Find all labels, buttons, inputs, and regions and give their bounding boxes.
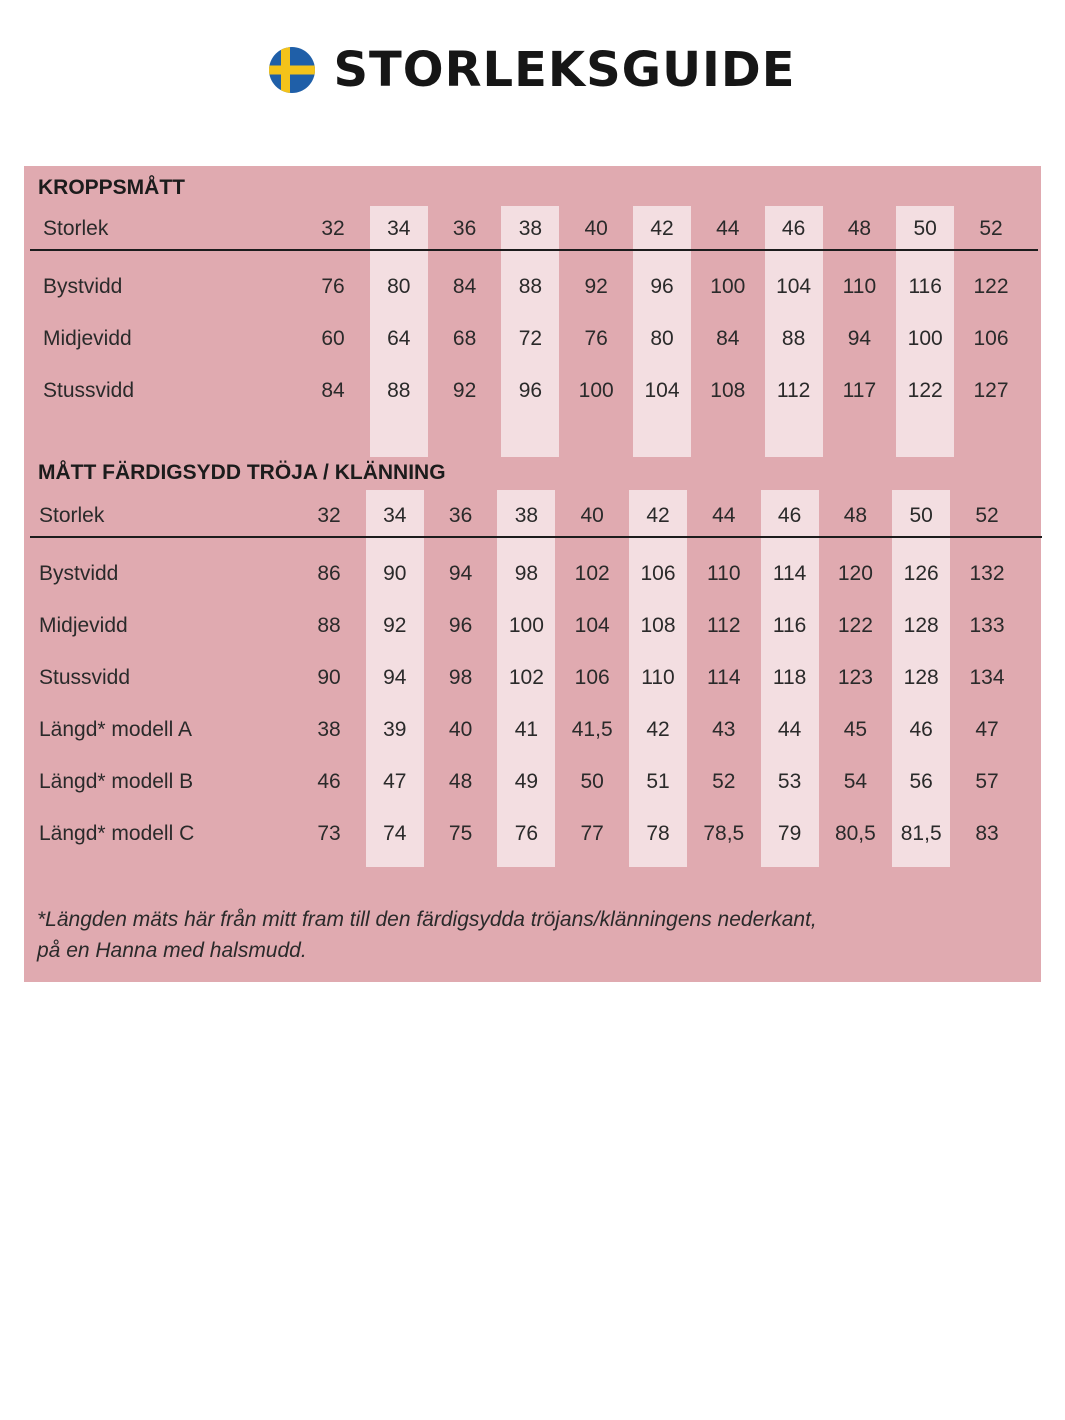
- size-header-cell: 50: [913, 217, 937, 240]
- header-label: Storlek: [43, 217, 109, 240]
- row-label: Längd* modell B: [39, 770, 194, 793]
- size-header-cell: 42: [646, 504, 670, 527]
- sweden-flag-icon: [269, 47, 315, 93]
- value-cell: 92: [584, 275, 608, 298]
- value-cell: 96: [650, 275, 674, 298]
- size-header-cell: 46: [781, 217, 806, 240]
- value-cell: 78,5: [703, 822, 745, 845]
- value-cell: 100: [907, 327, 943, 350]
- value-cell: 80: [387, 275, 411, 298]
- footnote: [37, 904, 997, 966]
- table-row: [39, 704, 1029, 756]
- row-label: Längd* modell C: [39, 822, 195, 845]
- value-cell: 54: [843, 770, 868, 793]
- row-label: Midjevidd: [43, 327, 132, 350]
- value-cell: 106: [973, 327, 1009, 350]
- value-cell: 88: [387, 379, 411, 402]
- size-header-cell: 38: [518, 217, 543, 240]
- value-cell: 88: [781, 327, 806, 350]
- page-header: [0, 38, 1065, 102]
- value-cell: 96: [518, 379, 543, 402]
- table-header-row: [43, 203, 1033, 255]
- value-cell: 90: [317, 666, 341, 689]
- value-cell: 98: [514, 562, 539, 585]
- table-row: [39, 756, 1029, 808]
- value-cell: 118: [772, 666, 807, 689]
- value-cell: 110: [842, 275, 877, 298]
- header-label: Storlek: [39, 504, 105, 527]
- value-cell: 98: [448, 666, 473, 689]
- value-cell: 122: [837, 614, 873, 637]
- value-cell: 76: [584, 327, 608, 350]
- value-cell: 88: [317, 614, 341, 637]
- value-cell: 128: [903, 666, 939, 689]
- table-row: [43, 365, 1033, 417]
- table-row: [43, 261, 1033, 313]
- value-cell: 114: [772, 562, 807, 585]
- value-cell: 110: [641, 666, 675, 689]
- value-cell: 100: [710, 275, 746, 298]
- table-row: [39, 548, 1029, 600]
- value-cell: 76: [321, 275, 345, 298]
- section-title: KROPPSMÅTT: [38, 176, 185, 199]
- value-cell: 73: [317, 822, 341, 845]
- table-row: [39, 652, 1029, 704]
- row-label: Midjevidd: [39, 614, 128, 637]
- value-cell: 41,5: [571, 718, 613, 741]
- value-cell: 84: [716, 327, 740, 350]
- value-cell: 39: [383, 718, 407, 741]
- size-header-cell: 50: [909, 504, 933, 527]
- row-label: Bystvidd: [39, 562, 119, 585]
- page-title: STORLEKSGUIDE: [333, 42, 796, 98]
- size-header-cell: 48: [843, 504, 868, 527]
- value-cell: 79: [777, 822, 802, 845]
- value-cell: 94: [383, 666, 407, 689]
- value-cell: 57: [975, 770, 999, 793]
- value-cell: 92: [383, 614, 407, 637]
- section-title: MÅTT FÄRDIGSYDD TRÖJA / KLÄNNING: [38, 461, 446, 484]
- value-cell: 47: [975, 718, 999, 741]
- value-cell: 108: [640, 614, 676, 637]
- value-cell: 134: [969, 666, 1005, 689]
- value-cell: 46: [909, 718, 933, 741]
- value-cell: 47: [383, 770, 407, 793]
- value-cell: 88: [518, 275, 543, 298]
- value-cell: 90: [383, 562, 407, 585]
- value-cell: 126: [903, 562, 939, 585]
- footnote-line-1: *Längden mäts här från mitt fram till den färdigsydda tröjans/klänningens nederkant,: [37, 908, 817, 931]
- size-header-cell: 44: [716, 217, 740, 240]
- value-cell: 133: [969, 614, 1005, 637]
- value-cell: 46: [317, 770, 341, 793]
- value-cell: 108: [710, 379, 746, 402]
- table-header-row: [39, 490, 1029, 542]
- value-cell: 40: [448, 718, 473, 741]
- value-cell: 110: [707, 562, 741, 585]
- value-cell: 106: [574, 666, 610, 689]
- size-header-cell: 36: [452, 217, 477, 240]
- size-header-cell: 42: [650, 217, 674, 240]
- value-cell: 116: [772, 614, 807, 637]
- value-cell: 104: [776, 275, 812, 298]
- row-label: Stussvidd: [43, 379, 135, 402]
- value-cell: 120: [837, 562, 873, 585]
- header-rule: [30, 249, 1038, 251]
- value-cell: 117: [842, 379, 877, 402]
- size-header-cell: 32: [321, 217, 345, 240]
- size-header-cell: 38: [514, 504, 539, 527]
- value-cell: 68: [452, 327, 477, 350]
- value-cell: 86: [317, 562, 341, 585]
- value-cell: 100: [578, 379, 614, 402]
- value-cell: 60: [321, 327, 345, 350]
- size-header-cell: 52: [975, 504, 999, 527]
- value-cell: 48: [448, 770, 473, 793]
- value-cell: 122: [907, 379, 943, 402]
- value-cell: 56: [909, 770, 933, 793]
- value-cell: 116: [908, 275, 942, 298]
- table-row: [39, 600, 1029, 652]
- size-header-cell: 34: [387, 217, 411, 240]
- value-cell: 100: [508, 614, 544, 637]
- value-cell: 102: [508, 666, 544, 689]
- value-cell: 64: [387, 327, 411, 350]
- value-cell: 77: [580, 822, 604, 845]
- table-row: [39, 808, 1029, 860]
- value-cell: 72: [518, 327, 543, 350]
- value-cell: 78: [646, 822, 670, 845]
- value-cell: 41: [514, 718, 539, 741]
- value-cell: 49: [514, 770, 539, 793]
- size-header-cell: 36: [448, 504, 473, 527]
- value-cell: 83: [975, 822, 999, 845]
- value-cell: 75: [448, 822, 473, 845]
- value-cell: 76: [514, 822, 539, 845]
- size-header-cell: 44: [712, 504, 736, 527]
- row-label: Längd* modell A: [39, 718, 192, 741]
- value-cell: 80: [650, 327, 674, 350]
- value-cell: 123: [837, 666, 873, 689]
- value-cell: 74: [383, 822, 407, 845]
- size-guide-panel: [24, 166, 1041, 982]
- table-row: [43, 313, 1033, 365]
- value-cell: 104: [574, 614, 610, 637]
- value-cell: 44: [777, 718, 802, 741]
- value-cell: 53: [777, 770, 802, 793]
- size-header-cell: 34: [383, 504, 407, 527]
- value-cell: 112: [776, 379, 811, 402]
- footnote-line-2: på en Hanna med halsmudd.: [37, 939, 307, 962]
- value-cell: 84: [452, 275, 477, 298]
- value-cell: 42: [646, 718, 670, 741]
- size-header-cell: 40: [580, 504, 604, 527]
- size-header-cell: 52: [979, 217, 1003, 240]
- value-cell: 132: [969, 562, 1005, 585]
- value-cell: 84: [321, 379, 345, 402]
- value-cell: 51: [646, 770, 670, 793]
- value-cell: 92: [452, 379, 477, 402]
- value-cell: 80,5: [834, 822, 876, 845]
- value-cell: 94: [448, 562, 473, 585]
- value-cell: 127: [973, 379, 1009, 402]
- value-cell: 102: [574, 562, 610, 585]
- header-rule: [30, 536, 1042, 538]
- size-header-cell: 32: [317, 504, 341, 527]
- row-label: Stussvidd: [39, 666, 131, 689]
- value-cell: 112: [707, 614, 741, 637]
- value-cell: 50: [580, 770, 604, 793]
- size-header-cell: 48: [847, 217, 872, 240]
- value-cell: 81,5: [900, 822, 942, 845]
- value-cell: 114: [707, 666, 741, 689]
- value-cell: 38: [317, 718, 341, 741]
- size-header-cell: 40: [584, 217, 608, 240]
- value-cell: 52: [712, 770, 736, 793]
- value-cell: 43: [712, 718, 736, 741]
- value-cell: 128: [903, 614, 939, 637]
- value-cell: 122: [973, 275, 1009, 298]
- value-cell: 94: [847, 327, 872, 350]
- value-cell: 106: [640, 562, 676, 585]
- value-cell: 96: [448, 614, 473, 637]
- value-cell: 45: [843, 718, 868, 741]
- value-cell: 104: [644, 379, 680, 402]
- row-label: Bystvidd: [43, 275, 123, 298]
- size-header-cell: 46: [777, 504, 802, 527]
